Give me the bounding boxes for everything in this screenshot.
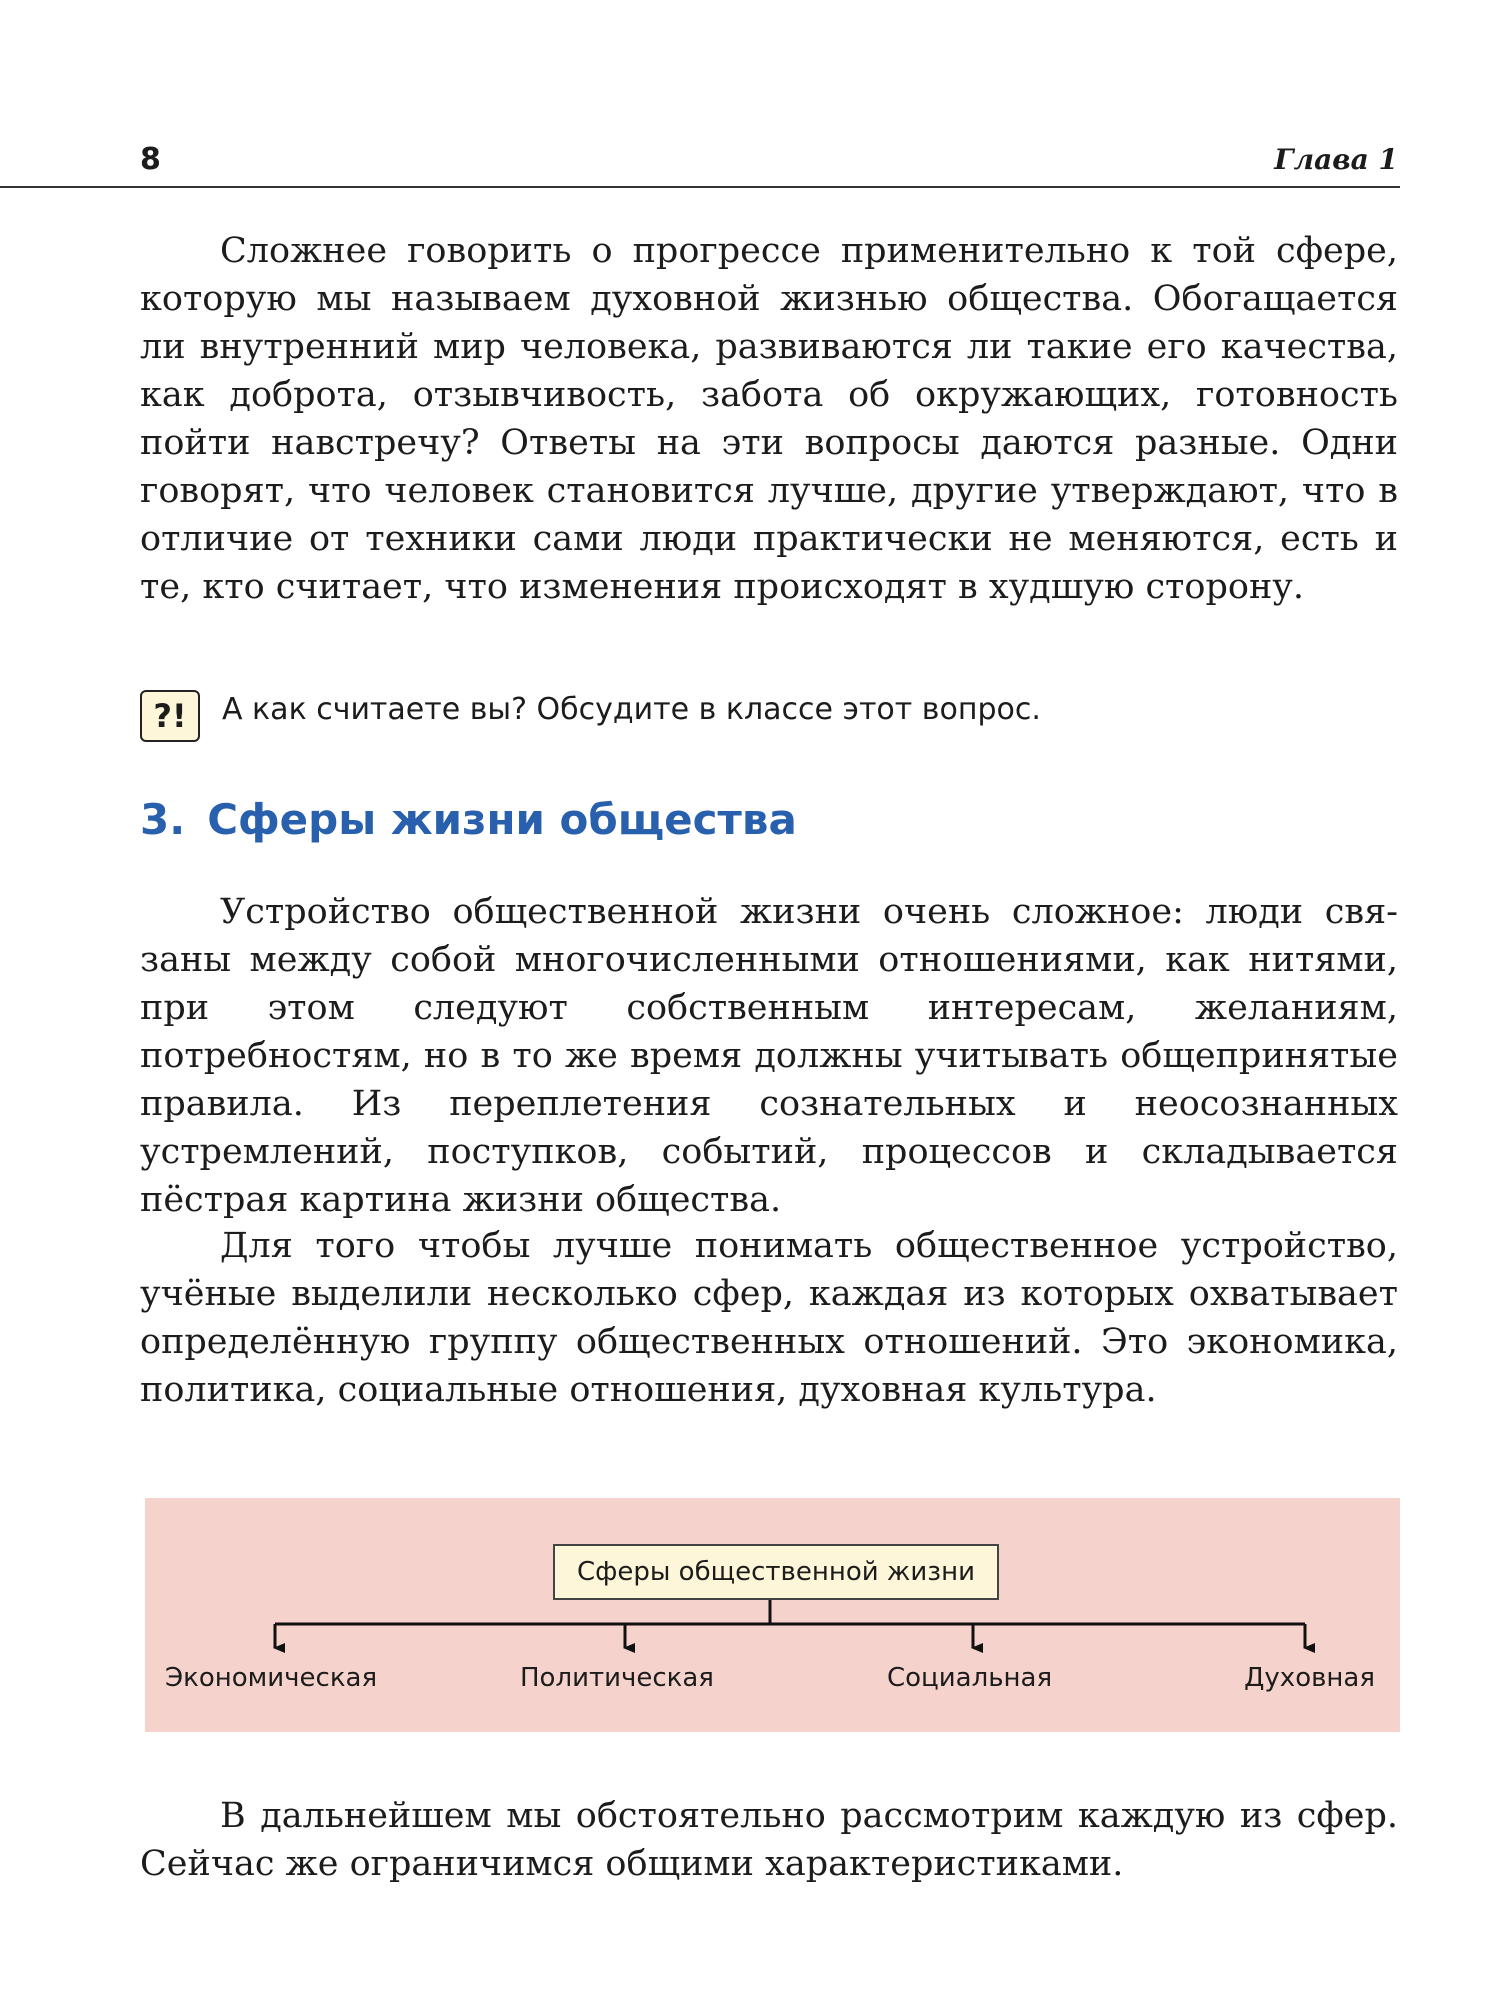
paragraph-social-structure: Устройство общественной жизни очень сложное: люди связаны между собой многочисленными отношениями, как нитями, при этом следуют собственным интересам, желаниям, потребностям, но в то же время должны учитывать общепринятые правила. Из переплетения сознательных и неосознанных устремлений, поступков, событий, процессов и складывается пёстрая картина жизни общества. bbox=[140, 892, 1398, 1220]
branch-economic: Экономическая bbox=[165, 1663, 378, 1693]
section-number: 3. bbox=[140, 795, 186, 844]
section-heading bbox=[140, 790, 797, 850]
page-number: 8 bbox=[140, 142, 161, 177]
section-title: Сферы жизни общества bbox=[207, 795, 797, 844]
spheres-diagram bbox=[145, 1498, 1400, 1732]
page-header bbox=[140, 140, 1398, 188]
diagram-root-box: Сферы общественной жизни bbox=[553, 1544, 999, 1600]
paragraph-closing: В дальнейшем мы обстоятельно рассмотрим каждую из сфер. Сейчас же ограничимся общими характеристиками. bbox=[140, 1796, 1398, 1884]
branch-social: Социальная bbox=[887, 1663, 1053, 1693]
question-exclamation-icon: ?! bbox=[140, 690, 200, 742]
paragraph-spiritual-progress: Сложнее говорить о прогрессе применительно к той сфере, которую мы называем духовной жизнью общества. Обогащается ли внутренний мир человека, развиваются ли такие его качества, как доброта, отзывчивость, забота об окружающих, готовность пойти навстречу? Ответы на эти вопросы даются разные. Одни говорят, что человек становится лучше, другие утверждают, что в отличие от техники сами люди практически не меняются, есть и те, кто считает, что изменения происходят в худшую сторону. bbox=[140, 231, 1398, 607]
question-text: А как считаете вы? Обсудите в классе этот вопрос. bbox=[222, 692, 1041, 727]
paragraph-spheres-list: Для того чтобы лучше понимать общественное устройство, учёные выделили несколько сфер, каждая из которых охватывает определённую группу общественных отношений. Это экономика, политика, социальные отношения, духовная культура. bbox=[140, 1226, 1398, 1410]
branch-political: Политическая bbox=[520, 1663, 714, 1693]
branch-spiritual: Духовная bbox=[1244, 1663, 1375, 1693]
discussion-question bbox=[140, 686, 1398, 746]
header-divider bbox=[0, 186, 1400, 188]
diagram-connectors bbox=[145, 1498, 1400, 1732]
chapter-title: Глава 1 bbox=[1274, 143, 1398, 176]
